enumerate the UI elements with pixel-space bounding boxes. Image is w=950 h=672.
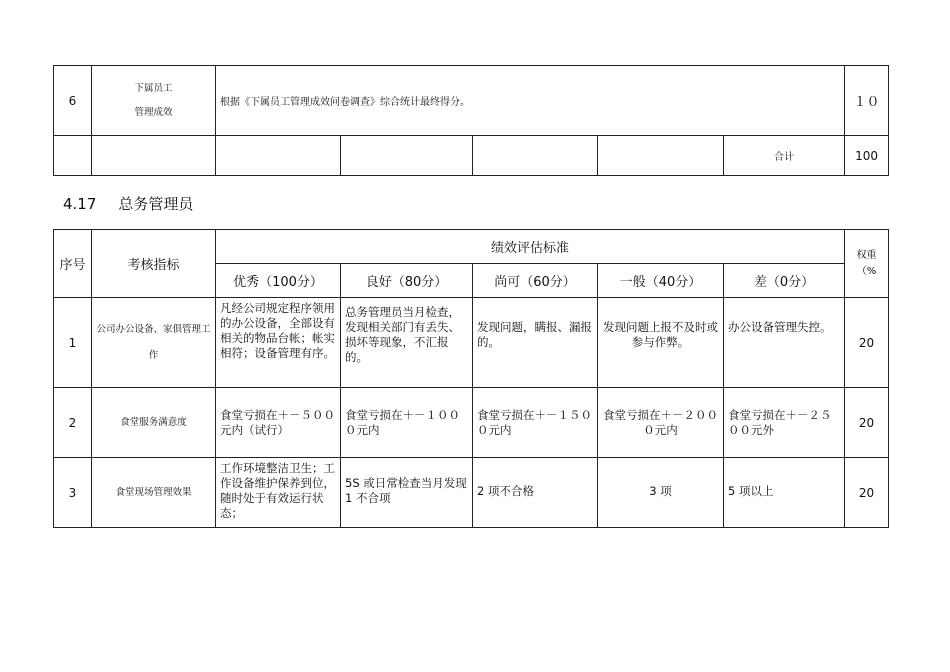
level-average: 一般（40分） xyxy=(598,264,724,298)
level-excellent: 优秀（100分） xyxy=(216,264,341,298)
section-title: 总务管理员 xyxy=(118,195,194,213)
level-poor: 差（0分） xyxy=(724,264,845,298)
criteria-cell: 根据《下属员工管理成效问卷调查》综合统计最终得分。 xyxy=(216,66,845,136)
level-good: 良好（80分） xyxy=(341,264,473,298)
criteria-cell: 发现问题上报不及时或参与作弊。 xyxy=(598,298,724,388)
total-value: 100 xyxy=(845,136,889,176)
criteria-cell: 食堂亏损在＋－５００元内（试行） xyxy=(216,388,341,458)
level-fair: 尚可（60分） xyxy=(473,264,598,298)
header-standard: 绩效评估标准 xyxy=(216,230,845,264)
row-number: 3 xyxy=(54,458,92,528)
criteria-cell: 5S 或日常检查当月发现 1 不合项 xyxy=(341,458,473,528)
weight-cell: 20 xyxy=(845,458,889,528)
criteria-cell: 办公设备管理失控。 xyxy=(724,298,845,388)
table-row xyxy=(54,458,889,528)
indicator-line: 管理成效 xyxy=(134,106,173,118)
evaluation-table xyxy=(53,229,889,528)
weight-cell: 20 xyxy=(845,298,889,388)
criteria-cell: 3 项 xyxy=(598,458,724,528)
indicator-cell: 食堂现场管理效果 xyxy=(92,458,216,528)
total-label: 合计 xyxy=(724,136,845,176)
weight-cell: 20 xyxy=(845,388,889,458)
criteria-cell: 食堂亏损在＋－１０００元内 xyxy=(341,388,473,458)
indicator-cell: 公司办公设备、家俱管理工作 xyxy=(92,298,216,388)
table-row xyxy=(54,388,889,458)
indicator-cell: 食堂服务满意度 xyxy=(92,388,216,458)
criteria-cell: 5 项以上 xyxy=(724,458,845,528)
section-heading xyxy=(63,193,215,214)
criteria-cell: 发现问题，瞒报、漏报的。 xyxy=(473,298,598,388)
row-number: 1 xyxy=(54,298,92,388)
row-number: 2 xyxy=(54,388,92,458)
table-row xyxy=(54,66,889,136)
table-row xyxy=(54,298,889,388)
criteria-cell: 食堂亏损在＋－１５００元内 xyxy=(473,388,598,458)
header-row xyxy=(54,230,889,264)
weight-cell: １０ xyxy=(845,66,889,136)
criteria-cell: 食堂亏损在＋－２０００元内 xyxy=(598,388,724,458)
criteria-cell: 总务管理员当月检查，发现相关部门有丢失、损坏等现象，不汇报的。 xyxy=(341,298,473,388)
criteria-cell: 工作环境整洁卫生；工作设备维护保养到位，随时处于有效运行状态； xyxy=(216,458,341,528)
summary-table xyxy=(53,65,889,176)
total-row xyxy=(54,136,889,176)
header-weight: 权重（% xyxy=(845,230,889,298)
criteria-cell: 食堂亏损在＋－２５００元外 xyxy=(724,388,845,458)
header-seq: 序号 xyxy=(54,230,92,298)
section-number: 4.17 xyxy=(63,195,97,213)
criteria-cell: 凡经公司规定程序领用的办公设备，全部设有相关的物品台帐；帐实相符；设备管理有序。 xyxy=(216,298,341,388)
criteria-cell: 2 项不合格 xyxy=(473,458,598,528)
indicator-line: 下属员工 xyxy=(134,82,173,94)
row-number: 6 xyxy=(54,66,92,136)
indicator-cell xyxy=(92,66,216,136)
header-indicator: 考核指标 xyxy=(92,230,216,298)
